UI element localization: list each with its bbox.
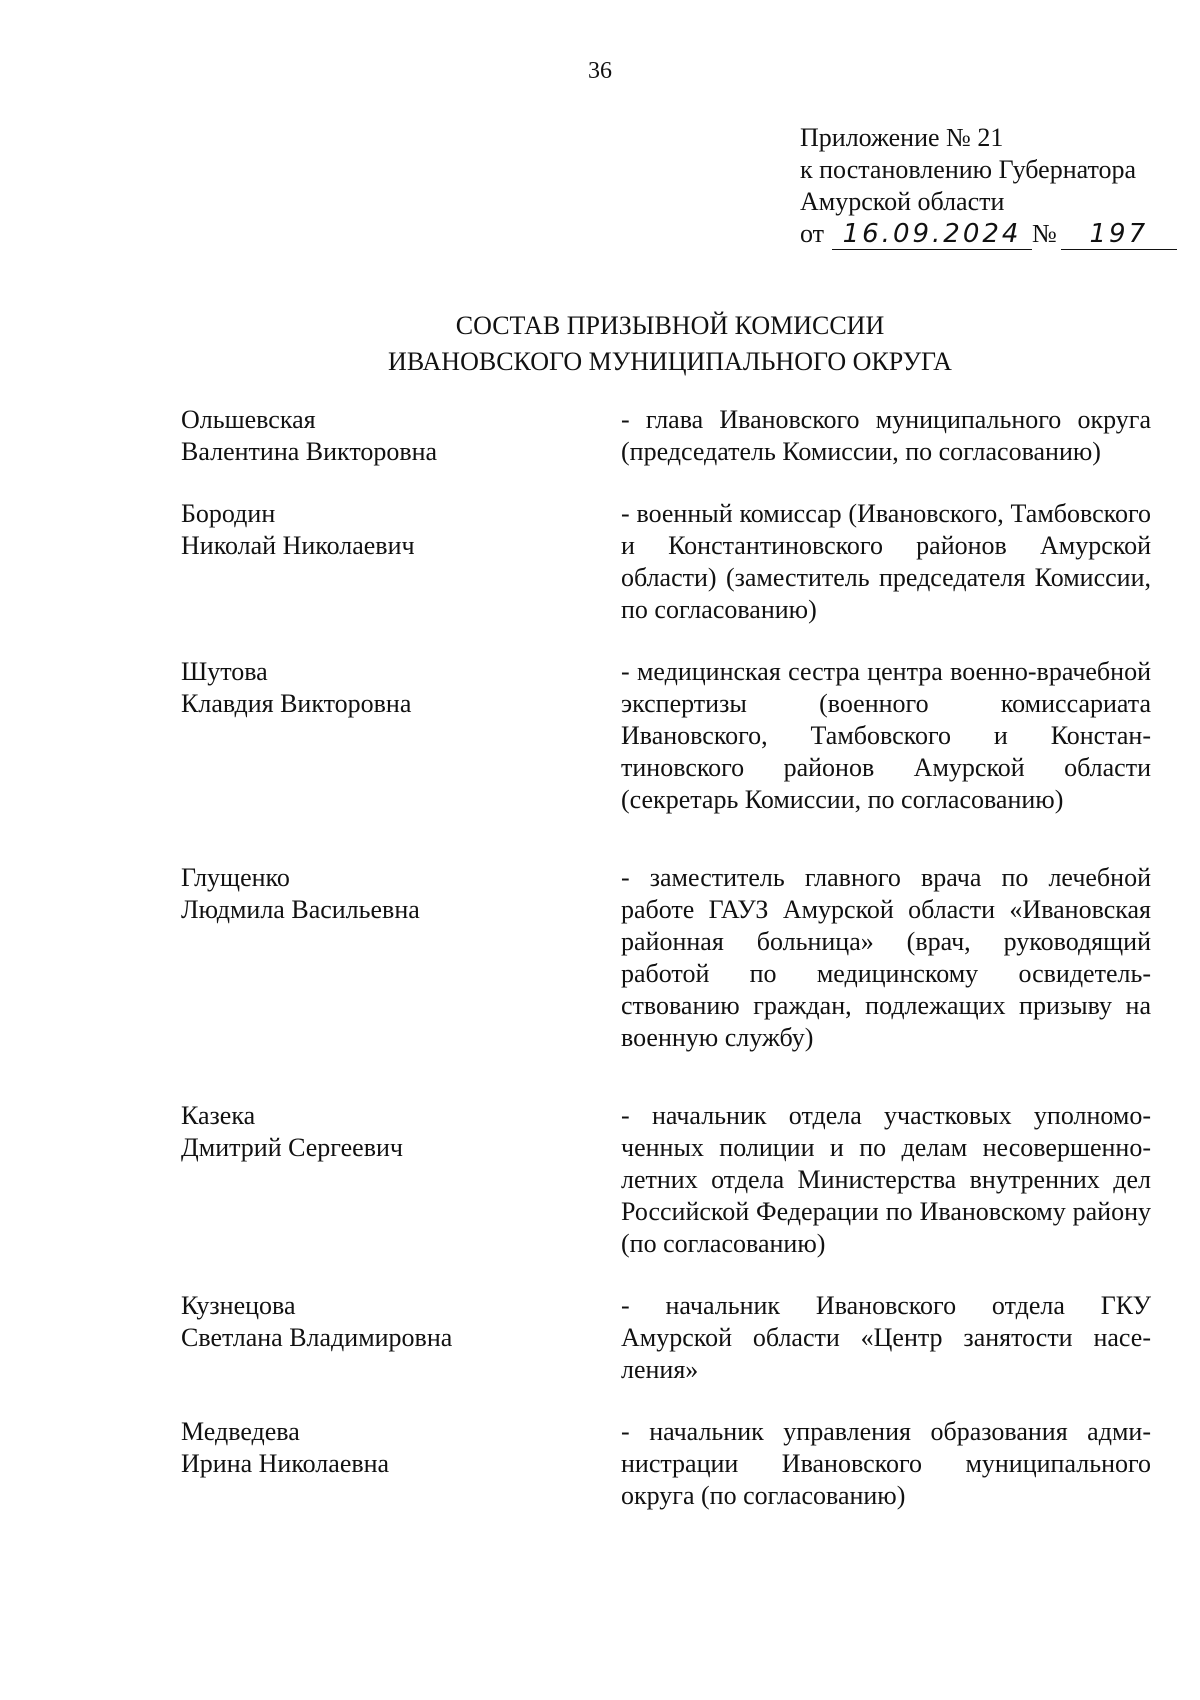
handwritten-number: 197 [1061,219,1177,250]
member-surname: Ольшевская [181,405,316,434]
member-role: - начальник Ивановского отдела ГКУ Амурской области «Центр занятости населения» [621,1291,1151,1384]
member-given-names: Николай Николаевич [181,531,415,560]
member-surname: Медведева [181,1417,300,1446]
member-row [181,1416,1151,1512]
handwritten-date: 16.09.2024 [832,219,1032,250]
member-name [181,862,621,1054]
member-role: - начальник отдела участковых уполномоченных полиции и по делам несовершеннолетних отдела Министерства внутренних дел Российской Федерации по Ивановскому району (по согласованию) [621,1101,1151,1258]
member-role: - глава Ивановского муниципального округа (председатель Комиссии, по согласованию) [621,405,1151,466]
appendix-number: Приложение № 21 [800,123,1004,152]
member-given-names: Светлана Владимировна [181,1323,453,1352]
title-line-2: ИВАНОВСКОГО МУНИЦИПАЛЬНОГО ОКРУГА [388,347,952,376]
member-name [181,656,621,816]
member-given-names: Валентина Викторовна [181,437,438,466]
member-given-names: Клавдия Викторовна [181,689,412,718]
member-row [181,498,1151,626]
member-role: - начальник управления образования администрации Ивановского муниципального округа (по согласованию) [621,1417,1151,1510]
document-title [0,308,1200,380]
appendix-region: Амурской области [800,187,1005,216]
appendix-date-line [800,218,1177,250]
member-row [181,404,1151,468]
member-given-names: Дмитрий Сергеевич [181,1133,403,1162]
member-surname: Бородин [181,499,276,528]
member-name [181,1290,621,1386]
title-line-1: СОСТАВ ПРИЗЫВНОЙ КОМИССИИ [455,311,885,340]
number-sign: № [1032,219,1057,248]
member-name [181,1100,621,1260]
member-row [181,862,1151,1054]
member-surname: Кузнецова [181,1291,296,1320]
member-row [181,1100,1151,1260]
date-prefix: от [800,219,825,248]
member-role: - военный комиссар (Ивановского, Тамбовского и Константиновского районов Амурской области) (заместитель председателя Комиссии, по согласованию) [621,499,1151,624]
member-surname: Казека [181,1101,256,1130]
member-row [181,656,1151,816]
appendix-reference: к постановлению Губернатора [800,155,1137,184]
member-name [181,404,621,468]
member-role: - заместитель главного врача по лечебной работе ГАУЗ Амурской области «Ивановская районная больница» (врач, руководящий работой по медицинскому освидетельствованию граждан, подлежащих призыву на военную службу) [621,863,1151,1052]
member-surname: Глущенко [181,863,290,892]
member-row [181,1290,1151,1386]
appendix-header [800,122,1177,250]
member-given-names: Людмила Васильевна [181,895,420,924]
member-given-names: Ирина Николаевна [181,1449,390,1478]
member-role: - медицинская сестра центра военно-врачебной экспертизы (военного комиссариата Ивановского, Тамбовского и Константиновского районов Амурской области (секретарь Комиссии, по согласованию) [621,657,1151,814]
member-surname: Шутова [181,657,268,686]
member-name [181,1416,621,1512]
member-name [181,498,621,626]
page-number: 36 [588,58,612,84]
commission-members-list [181,404,1151,1512]
